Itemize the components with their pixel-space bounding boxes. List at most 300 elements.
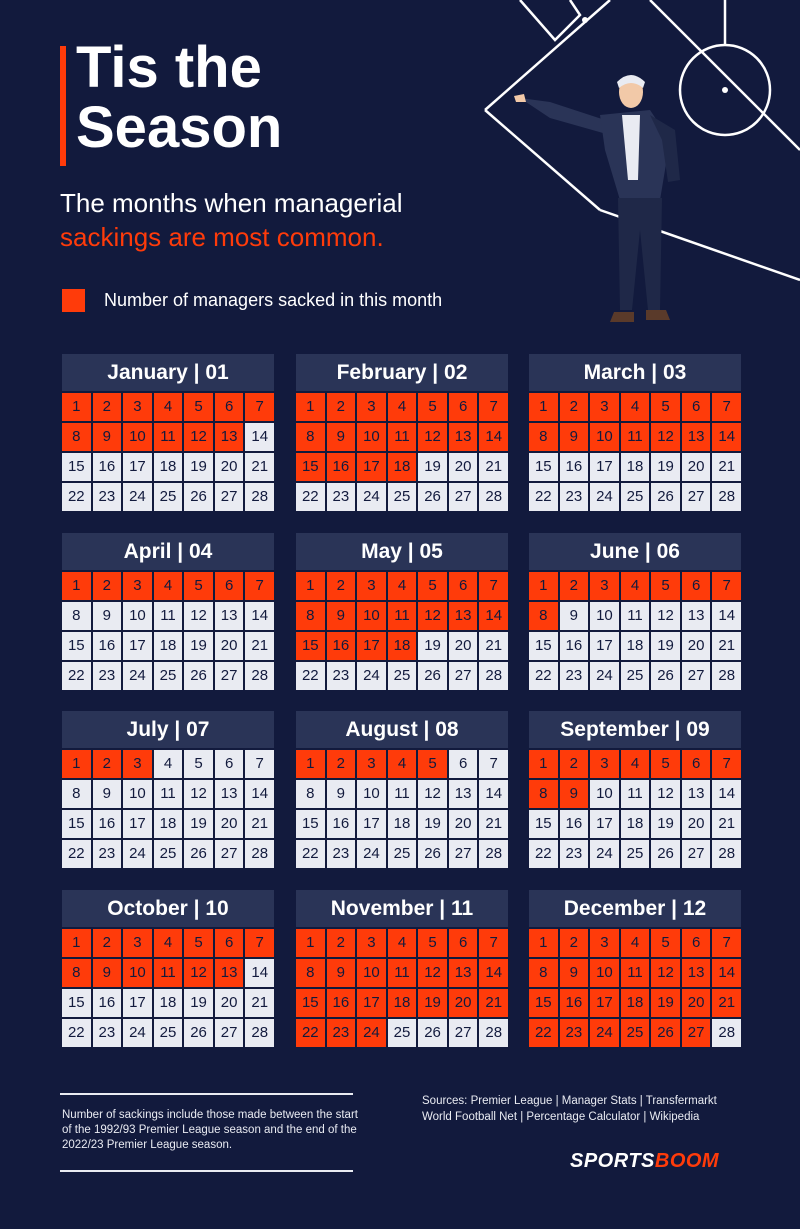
- day-cell: 18: [621, 810, 650, 838]
- day-cell: 18: [154, 632, 183, 660]
- day-cell-sacked: 6: [215, 929, 244, 957]
- day-cell: 17: [590, 632, 619, 660]
- day-cell-sacked: 16: [327, 989, 356, 1017]
- day-cell: 22: [62, 840, 91, 868]
- day-cell-sacked: 12: [418, 423, 447, 451]
- calendar-grid: [62, 572, 274, 690]
- day-cell-sacked: 9: [93, 959, 122, 987]
- day-cell-sacked: 12: [184, 423, 213, 451]
- calendar-grid: [62, 750, 274, 868]
- day-cell: 27: [682, 662, 711, 690]
- day-cell-sacked: 20: [449, 989, 478, 1017]
- day-cell-sacked: 5: [418, 572, 447, 600]
- day-cell-sacked: 8: [62, 959, 91, 987]
- calendar-october: [62, 890, 274, 1047]
- calendar-header: December | 12: [529, 890, 741, 927]
- day-cell: 15: [529, 453, 558, 481]
- day-cell-sacked: 8: [62, 423, 91, 451]
- day-cell: 15: [62, 989, 91, 1017]
- day-cell: 17: [123, 989, 152, 1017]
- day-cell-sacked: 21: [479, 989, 508, 1017]
- day-cell: 20: [682, 632, 711, 660]
- day-cell-sacked: 10: [357, 602, 386, 630]
- day-cell: 28: [245, 483, 274, 511]
- day-cell: 23: [560, 662, 589, 690]
- day-cell: 25: [621, 662, 650, 690]
- day-cell: 15: [529, 632, 558, 660]
- day-cell-sacked: 6: [682, 393, 711, 421]
- day-cell: 10: [123, 780, 152, 808]
- page-title: [76, 35, 283, 160]
- calendar-june: [529, 533, 741, 690]
- calendar-january: [62, 354, 274, 511]
- day-cell-sacked: 2: [93, 750, 122, 778]
- day-cell: 28: [712, 483, 741, 511]
- day-cell-sacked: 8: [529, 959, 558, 987]
- day-cell: 17: [357, 810, 386, 838]
- day-cell: 17: [123, 632, 152, 660]
- day-cell-sacked: 17: [357, 453, 386, 481]
- day-cell: 25: [388, 1019, 417, 1047]
- day-cell: 21: [245, 453, 274, 481]
- calendar-header: May | 05: [296, 533, 508, 570]
- day-cell-sacked: 15: [529, 989, 558, 1017]
- day-cell-sacked: 5: [418, 750, 447, 778]
- day-cell-sacked: 2: [327, 750, 356, 778]
- day-cell-sacked: 8: [296, 959, 325, 987]
- day-cell: 22: [296, 662, 325, 690]
- day-cell-sacked: 11: [154, 959, 183, 987]
- day-cell: 25: [388, 483, 417, 511]
- day-cell-sacked: 7: [712, 929, 741, 957]
- day-cell: 20: [682, 810, 711, 838]
- day-cell: 12: [184, 602, 213, 630]
- day-cell-sacked: 14: [479, 423, 508, 451]
- day-cell-sacked: 11: [621, 959, 650, 987]
- day-cell-sacked: 1: [296, 393, 325, 421]
- day-cell: 21: [479, 810, 508, 838]
- day-cell: 26: [418, 1019, 447, 1047]
- day-cell-sacked: 9: [327, 602, 356, 630]
- day-cell: 22: [62, 1019, 91, 1047]
- day-cell: 18: [621, 453, 650, 481]
- day-cell: 23: [560, 483, 589, 511]
- day-cell: 17: [123, 453, 152, 481]
- day-cell: 19: [418, 453, 447, 481]
- day-cell: 22: [62, 483, 91, 511]
- day-cell: 26: [651, 483, 680, 511]
- day-cell-sacked: 8: [296, 602, 325, 630]
- calendar-header: August | 08: [296, 711, 508, 748]
- day-cell-sacked: 7: [712, 572, 741, 600]
- day-cell: 9: [93, 602, 122, 630]
- day-cell-sacked: 4: [388, 929, 417, 957]
- day-cell: 22: [296, 840, 325, 868]
- day-cell: 12: [184, 780, 213, 808]
- day-cell: 26: [651, 662, 680, 690]
- day-cell-sacked: 10: [123, 959, 152, 987]
- day-cell-sacked: 6: [215, 393, 244, 421]
- day-cell-sacked: 1: [529, 393, 558, 421]
- day-cell: 19: [184, 810, 213, 838]
- day-cell-sacked: 1: [62, 929, 91, 957]
- day-cell-sacked: 9: [327, 959, 356, 987]
- day-cell: 21: [712, 453, 741, 481]
- day-cell: 22: [529, 483, 558, 511]
- manager-illustration: [510, 60, 710, 330]
- day-cell-sacked: 15: [296, 632, 325, 660]
- subtitle-line-1: The months when managerial: [60, 188, 403, 218]
- day-cell-sacked: 4: [388, 572, 417, 600]
- day-cell-sacked: 2: [93, 393, 122, 421]
- day-cell: 19: [651, 632, 680, 660]
- calendar-grid: [62, 393, 274, 511]
- day-cell: 28: [479, 1019, 508, 1047]
- day-cell-sacked: 13: [215, 423, 244, 451]
- day-cell: 24: [357, 662, 386, 690]
- day-cell: 16: [560, 810, 589, 838]
- day-cell: 21: [479, 453, 508, 481]
- day-cell: 24: [590, 662, 619, 690]
- day-cell: 25: [154, 662, 183, 690]
- day-cell: 25: [621, 840, 650, 868]
- day-cell-sacked: 2: [327, 572, 356, 600]
- day-cell: 26: [184, 483, 213, 511]
- day-cell-sacked: 6: [682, 572, 711, 600]
- calendar-july: [62, 711, 274, 868]
- day-cell-sacked: 13: [682, 423, 711, 451]
- day-cell-sacked: 20: [682, 989, 711, 1017]
- calendar-grid: [529, 929, 741, 1047]
- day-cell: 24: [590, 840, 619, 868]
- day-cell: 23: [327, 483, 356, 511]
- day-cell-sacked: 6: [449, 929, 478, 957]
- day-cell: 8: [62, 780, 91, 808]
- day-cell-sacked: 26: [651, 1019, 680, 1047]
- day-cell-sacked: 5: [651, 393, 680, 421]
- day-cell: 16: [93, 632, 122, 660]
- calendar-header: July | 07: [62, 711, 274, 748]
- day-cell-sacked: 11: [621, 423, 650, 451]
- day-cell-sacked: 18: [388, 989, 417, 1017]
- day-cell-sacked: 5: [184, 572, 213, 600]
- day-cell: 18: [388, 810, 417, 838]
- day-cell: 23: [93, 1019, 122, 1047]
- day-cell-sacked: 5: [651, 572, 680, 600]
- sportsboom-logo: [570, 1150, 719, 1173]
- day-cell-sacked: 22: [529, 1019, 558, 1047]
- day-cell: 27: [215, 840, 244, 868]
- day-cell: 13: [449, 780, 478, 808]
- day-cell-sacked: 9: [93, 423, 122, 451]
- day-cell-sacked: 10: [357, 959, 386, 987]
- day-cell: 20: [215, 453, 244, 481]
- day-cell-sacked: 8: [529, 780, 558, 808]
- day-cell: 16: [93, 989, 122, 1017]
- day-cell: 18: [621, 632, 650, 660]
- day-cell: 8: [62, 602, 91, 630]
- day-cell: 11: [154, 780, 183, 808]
- day-cell-sacked: 4: [154, 929, 183, 957]
- day-cell-sacked: 9: [327, 423, 356, 451]
- day-cell-sacked: 4: [621, 572, 650, 600]
- calendar-header: April | 04: [62, 533, 274, 570]
- day-cell-sacked: 3: [590, 750, 619, 778]
- day-cell: 10: [357, 780, 386, 808]
- day-cell-sacked: 15: [296, 453, 325, 481]
- day-cell: 27: [682, 840, 711, 868]
- day-cell: 10: [590, 602, 619, 630]
- day-cell: 27: [449, 840, 478, 868]
- day-cell: 11: [621, 602, 650, 630]
- calendar-grid: [296, 750, 508, 868]
- day-cell-sacked: 3: [123, 929, 152, 957]
- day-cell-sacked: 11: [388, 959, 417, 987]
- day-cell-sacked: 27: [682, 1019, 711, 1047]
- day-cell-sacked: 1: [529, 572, 558, 600]
- day-cell-sacked: 18: [621, 989, 650, 1017]
- calendar-header: January | 01: [62, 354, 274, 391]
- day-cell: 22: [529, 840, 558, 868]
- day-cell: 20: [215, 989, 244, 1017]
- calendar-grid: [296, 929, 508, 1047]
- day-cell: 27: [215, 1019, 244, 1047]
- day-cell-sacked: 18: [388, 632, 417, 660]
- day-cell: 28: [245, 662, 274, 690]
- day-cell: 14: [712, 780, 741, 808]
- subtitle: [60, 186, 403, 254]
- day-cell: 27: [449, 662, 478, 690]
- day-cell-sacked: 2: [560, 572, 589, 600]
- calendar-april: [62, 533, 274, 690]
- day-cell-sacked: 1: [62, 393, 91, 421]
- day-cell-sacked: 5: [651, 929, 680, 957]
- day-cell: 20: [215, 632, 244, 660]
- day-cell-sacked: 7: [479, 572, 508, 600]
- day-cell: 6: [449, 750, 478, 778]
- day-cell: 27: [682, 483, 711, 511]
- day-cell-sacked: 7: [245, 929, 274, 957]
- note-bottom-divider: [60, 1170, 353, 1172]
- calendar-may: [296, 533, 508, 690]
- day-cell: 16: [327, 810, 356, 838]
- day-cell-sacked: 9: [560, 959, 589, 987]
- day-cell: 21: [712, 632, 741, 660]
- day-cell-sacked: 8: [529, 423, 558, 451]
- day-cell: 27: [449, 1019, 478, 1047]
- day-cell: 17: [590, 453, 619, 481]
- day-cell-sacked: 7: [712, 750, 741, 778]
- day-cell: 20: [449, 453, 478, 481]
- day-cell: 12: [651, 780, 680, 808]
- day-cell: 18: [154, 989, 183, 1017]
- day-cell-sacked: 6: [682, 929, 711, 957]
- title-line-1: Tis the: [76, 35, 262, 100]
- day-cell-sacked: 12: [184, 959, 213, 987]
- day-cell: 15: [62, 810, 91, 838]
- day-cell: 28: [479, 840, 508, 868]
- day-cell-sacked: 2: [93, 929, 122, 957]
- subtitle-line-2: sackings are most common.: [60, 222, 384, 252]
- day-cell: 28: [479, 662, 508, 690]
- day-cell: 13: [215, 602, 244, 630]
- day-cell-sacked: 8: [296, 423, 325, 451]
- day-cell-sacked: 5: [418, 929, 447, 957]
- day-cell-sacked: 21: [712, 989, 741, 1017]
- title-accent-bar: [60, 46, 66, 166]
- day-cell-sacked: 9: [560, 780, 589, 808]
- day-cell: 27: [215, 662, 244, 690]
- day-cell: 25: [154, 483, 183, 511]
- day-cell: 28: [712, 662, 741, 690]
- day-cell: 12: [651, 602, 680, 630]
- day-cell-sacked: 11: [388, 602, 417, 630]
- day-cell: 5: [184, 750, 213, 778]
- day-cell: 17: [590, 810, 619, 838]
- day-cell-sacked: 4: [621, 393, 650, 421]
- day-cell: 28: [245, 1019, 274, 1047]
- day-cell-sacked: 3: [123, 572, 152, 600]
- day-cell: 22: [529, 662, 558, 690]
- day-cell: 21: [712, 810, 741, 838]
- day-cell-sacked: 1: [529, 929, 558, 957]
- calendar-header: October | 10: [62, 890, 274, 927]
- day-cell-sacked: 2: [560, 750, 589, 778]
- day-cell: 19: [184, 453, 213, 481]
- day-cell-sacked: 1: [62, 572, 91, 600]
- calendar-grid: [529, 572, 741, 690]
- day-cell-sacked: 7: [479, 929, 508, 957]
- calendar-header: November | 11: [296, 890, 508, 927]
- day-cell: 21: [245, 632, 274, 660]
- day-cell: 24: [123, 840, 152, 868]
- day-cell-sacked: 1: [296, 750, 325, 778]
- day-cell-sacked: 14: [712, 423, 741, 451]
- day-cell: 22: [296, 483, 325, 511]
- calendar-grid: [62, 929, 274, 1047]
- logo-text-sports: SPORTS: [570, 1150, 655, 1172]
- day-cell-sacked: 7: [245, 572, 274, 600]
- day-cell: 14: [245, 602, 274, 630]
- day-cell-sacked: 19: [418, 989, 447, 1017]
- calendar-november: [296, 890, 508, 1047]
- day-cell: 19: [651, 810, 680, 838]
- legend: [62, 289, 442, 312]
- day-cell-sacked: 13: [449, 959, 478, 987]
- day-cell-sacked: 16: [560, 989, 589, 1017]
- day-cell-sacked: 4: [154, 393, 183, 421]
- day-cell: 17: [123, 810, 152, 838]
- day-cell: 16: [93, 453, 122, 481]
- day-cell-sacked: 10: [357, 423, 386, 451]
- day-cell: 25: [154, 840, 183, 868]
- calendar-header: March | 03: [529, 354, 741, 391]
- calendar-header: June | 06: [529, 533, 741, 570]
- day-cell: 19: [184, 632, 213, 660]
- day-cell-sacked: 6: [682, 750, 711, 778]
- day-cell: 14: [245, 423, 274, 451]
- day-cell-sacked: 17: [357, 632, 386, 660]
- day-cell: 23: [93, 662, 122, 690]
- day-cell-sacked: 4: [154, 572, 183, 600]
- calendar-header: September | 09: [529, 711, 741, 748]
- calendar-grid: [529, 750, 741, 868]
- day-cell: 21: [479, 632, 508, 660]
- day-cell: 6: [215, 750, 244, 778]
- day-cell: 26: [651, 840, 680, 868]
- sources-line-1: Sources: Premier League | Manager Stats | Transfermarkt: [422, 1095, 717, 1107]
- day-cell-sacked: 3: [357, 572, 386, 600]
- legend-swatch: [62, 289, 85, 312]
- day-cell: 26: [184, 840, 213, 868]
- title-line-2: Season: [76, 95, 283, 160]
- day-cell: 16: [560, 632, 589, 660]
- day-cell: 14: [245, 959, 274, 987]
- day-cell-sacked: 1: [296, 929, 325, 957]
- day-cell: 7: [479, 750, 508, 778]
- day-cell-sacked: 3: [357, 393, 386, 421]
- day-cell-sacked: 2: [327, 393, 356, 421]
- day-cell-sacked: 3: [357, 929, 386, 957]
- day-cell: 26: [184, 1019, 213, 1047]
- day-cell-sacked: 3: [123, 750, 152, 778]
- day-cell: 10: [590, 780, 619, 808]
- day-cell: 7: [245, 750, 274, 778]
- day-cell: 15: [529, 810, 558, 838]
- day-cell-sacked: 14: [479, 602, 508, 630]
- day-cell: 19: [651, 453, 680, 481]
- day-cell: 25: [388, 662, 417, 690]
- day-cell: 24: [123, 662, 152, 690]
- day-cell-sacked: 4: [621, 750, 650, 778]
- day-cell-sacked: 1: [296, 572, 325, 600]
- day-cell-sacked: 10: [590, 959, 619, 987]
- day-cell-sacked: 4: [388, 393, 417, 421]
- day-cell: 24: [123, 483, 152, 511]
- day-cell: 23: [93, 483, 122, 511]
- day-cell-sacked: 22: [296, 1019, 325, 1047]
- calendar-september: [529, 711, 741, 868]
- day-cell: 15: [62, 453, 91, 481]
- day-cell-sacked: 11: [154, 423, 183, 451]
- day-cell: 21: [245, 810, 274, 838]
- day-cell-sacked: 8: [529, 602, 558, 630]
- day-cell: 23: [327, 840, 356, 868]
- note-top-divider: [60, 1093, 353, 1095]
- day-cell: 4: [154, 750, 183, 778]
- day-cell: 11: [154, 602, 183, 630]
- day-cell: 14: [712, 602, 741, 630]
- day-cell: 18: [154, 810, 183, 838]
- day-cell-sacked: 7: [712, 393, 741, 421]
- day-cell: 26: [184, 662, 213, 690]
- day-cell-sacked: 1: [62, 750, 91, 778]
- day-cell: 9: [560, 602, 589, 630]
- day-cell-sacked: 2: [560, 929, 589, 957]
- day-cell-sacked: 12: [418, 602, 447, 630]
- day-cell: 27: [215, 483, 244, 511]
- day-cell: 20: [449, 632, 478, 660]
- day-cell-sacked: 13: [215, 959, 244, 987]
- day-cell-sacked: 2: [327, 929, 356, 957]
- day-cell: 28: [479, 483, 508, 511]
- day-cell-sacked: 2: [560, 393, 589, 421]
- day-cell: 11: [621, 780, 650, 808]
- day-cell-sacked: 6: [449, 393, 478, 421]
- calendar-august: [296, 711, 508, 868]
- day-cell-sacked: 13: [682, 959, 711, 987]
- day-cell: 27: [449, 483, 478, 511]
